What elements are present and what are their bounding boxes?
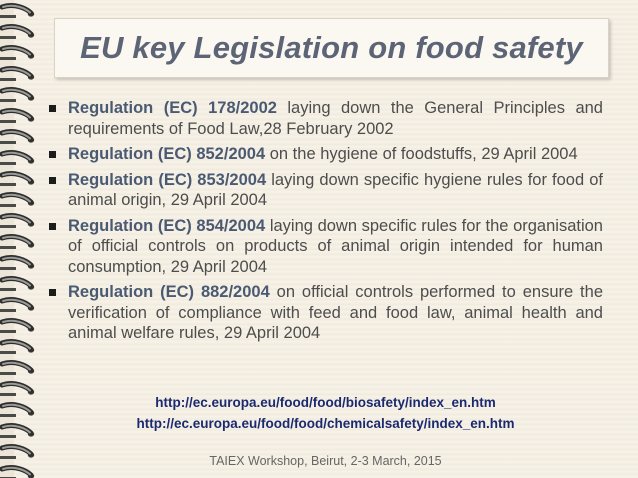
list-item [48,216,603,278]
regulation-description: laying down specific hygiene rules for food of animal origin, 29 April 2004 [68,170,603,209]
regulation-list [48,98,603,349]
chemicalsafety-link[interactable]: http://ec.europa.eu/food/food/chemicalsafety/index_en.htm [136,416,515,431]
regulation-description: laying down the General Principles and requirements of Food Law,28 February 2002 [68,99,603,138]
bullet-icon [49,223,56,230]
spiral-binding [0,0,42,478]
slide-title: EU key Legislation on food safety [80,30,583,65]
regulation-description: on the hygiene of foodstuffs, 29 April 2004 [265,145,578,163]
list-item [48,282,603,344]
regulation-number: Regulation (EC) 853/2004 [68,170,267,189]
regulation-description: on official controls performed to ensure the verification of compliance with feed and food law, animal health and animal welfare rules, 29 April 2004 [68,283,603,342]
links-block [48,392,603,434]
list-item [48,98,603,139]
regulation-number: Regulation (EC) 882/2004 [68,283,270,301]
list-item [48,170,603,211]
biosafety-link[interactable]: http://ec.europa.eu/food/food/biosafety/index_en.htm [155,395,496,410]
bullet-icon [49,289,56,296]
regulation-description: laying down specific rules for the organisation of official controls on products of animal origin intended for human consumption, 29 April 2004 [68,216,603,276]
title-box [54,18,609,78]
regulation-number: Regulation (EC) 852/2004 [68,145,266,163]
bullet-icon [49,177,56,184]
regulation-number: Regulation (EC) 854/2004 [68,216,266,235]
footer-text: TAIEX Workshop, Beirut, 2-3 March, 2015 [209,454,442,468]
list-item [48,144,603,165]
bullet-icon [49,105,56,112]
regulation-number: Regulation (EC) 178/2002 [68,99,277,117]
bullet-icon [49,151,56,158]
